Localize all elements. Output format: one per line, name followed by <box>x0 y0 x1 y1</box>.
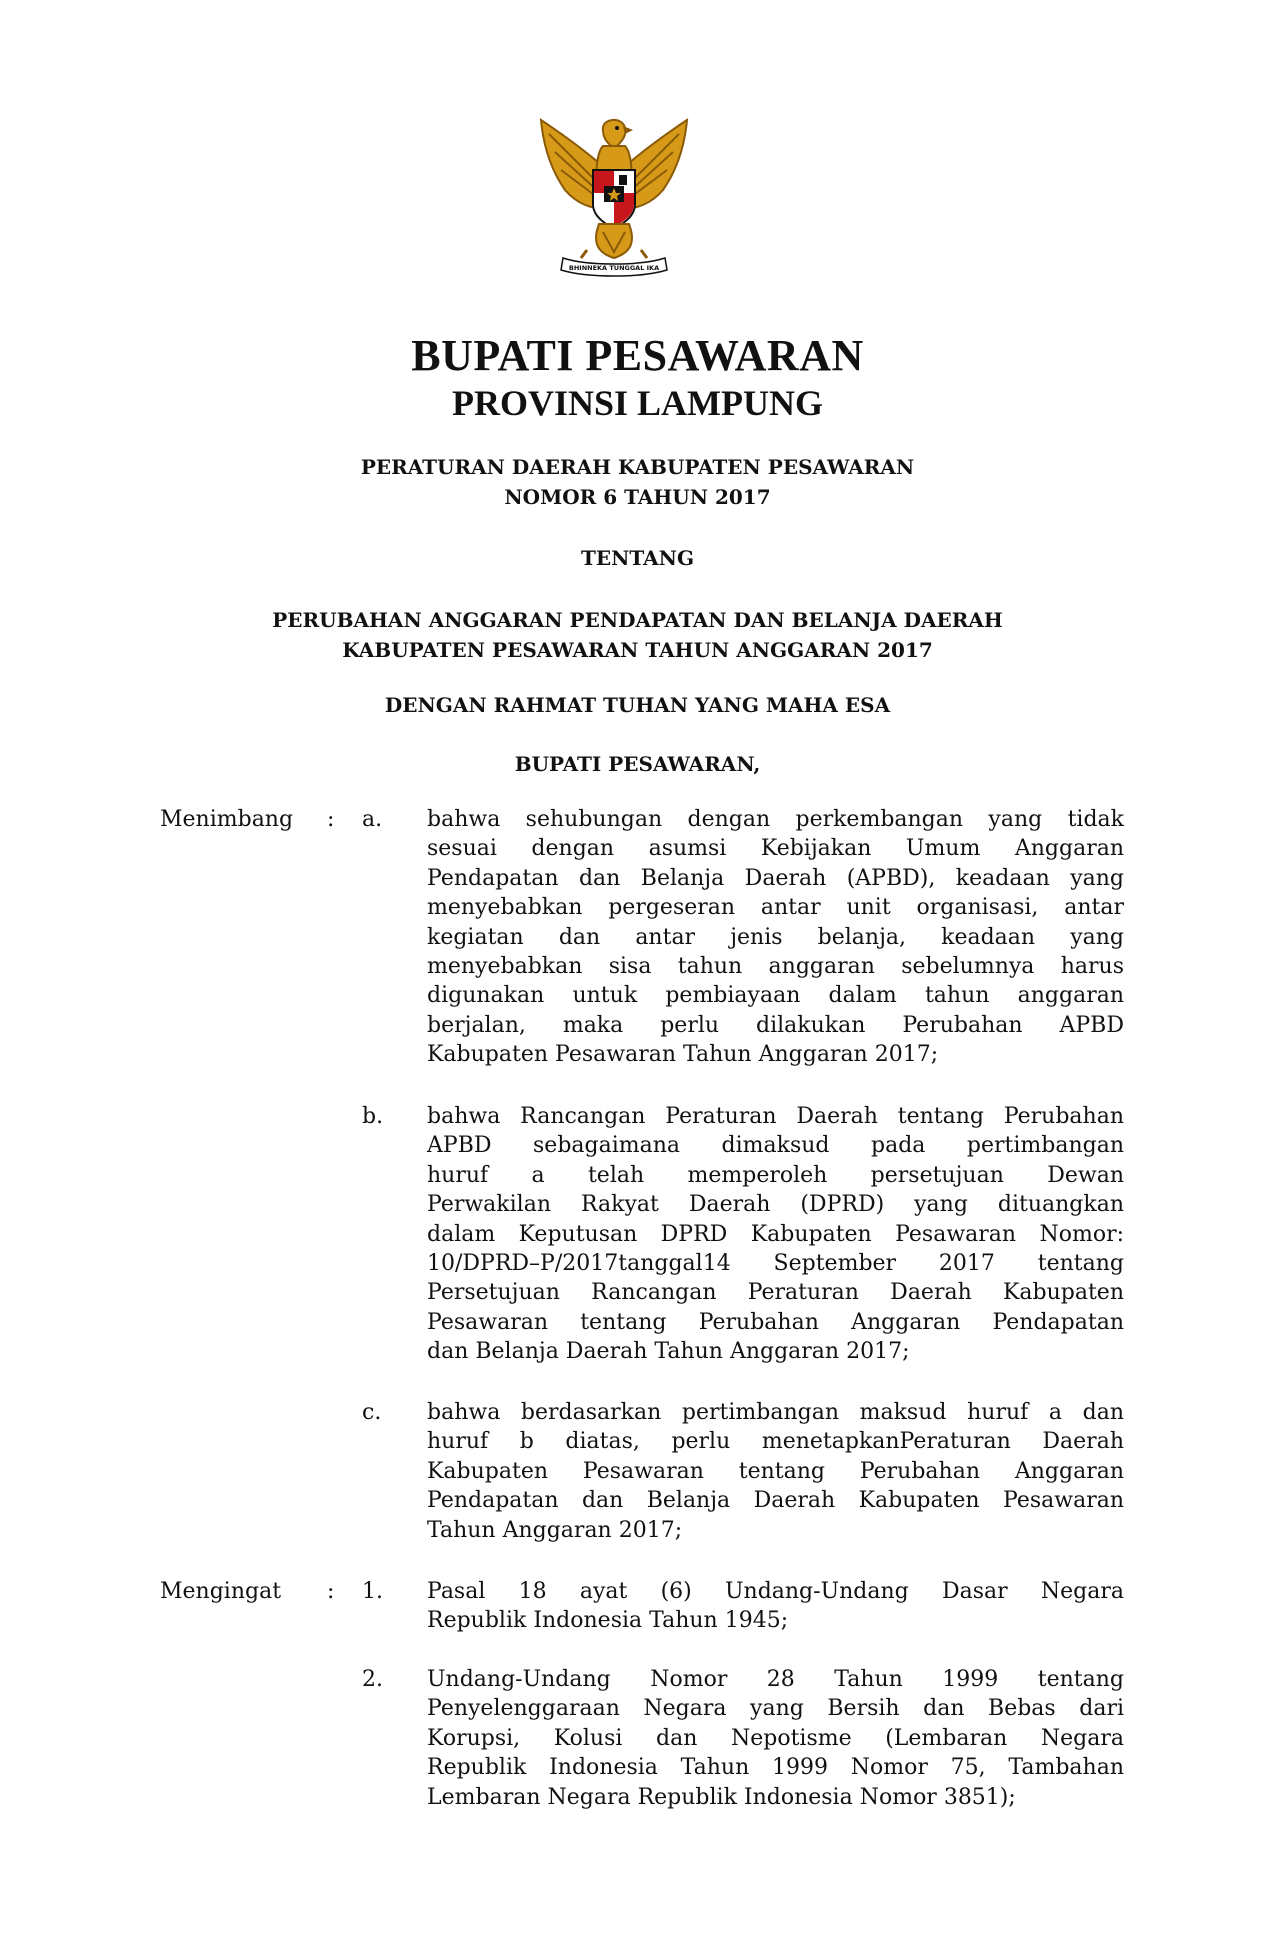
invocation: DENGAN RAHMAT TUHAN YANG MAHA ESA <box>384 693 891 717</box>
text-line: 10/DPRD–P/2017tanggal14 September 2017 tentang <box>427 1251 1124 1277</box>
text-line: Pendapatan dan Belanja Daerah (APBD), keadaan yang <box>427 865 1124 891</box>
mengingat-label: Mengingat <box>160 1579 282 1604</box>
menimbang-item-mark: c. <box>362 1400 382 1425</box>
menimbang-item-mark: b. <box>362 1104 384 1129</box>
text-line: digunakan untuk pembiayaan dalam tahun anggaran <box>427 983 1124 1009</box>
issuer-heading: BUPATI PESAWARAN, <box>514 752 761 776</box>
text-line: menyebabkan pergeseran antar unit organisasi, antar <box>427 895 1124 921</box>
text-line: Korupsi, Kolusi dan Nepotisme (Lembaran Negara <box>427 1725 1124 1751</box>
text-line: Penyelenggaraan Negara yang Bersih dan Bebas dari <box>427 1696 1124 1722</box>
text-line: Perwakilan Rakyat Daerah (DPRD) yang dituangkan <box>427 1192 1124 1218</box>
regulation-name: PERATURAN DAERAH KABUPATEN PESAWARAN <box>360 455 915 479</box>
tentang-heading: TENTANG <box>580 546 695 570</box>
menimbang-label: Menimbang <box>160 807 294 832</box>
text-line: Kabupaten Pesawaran tentang Perubahan Anggaran <box>427 1458 1124 1484</box>
text-line: Republik Indonesia Tahun 1999 Nomor 75, Tambahan <box>427 1755 1124 1781</box>
menimbang-item-a <box>427 805 1124 1070</box>
mengingat-colon: : <box>327 1579 335 1604</box>
text-line: berjalan, maka perlu dilakukan Perubahan APBD <box>427 1012 1124 1038</box>
text-line: Lembaran Negara Republik Indonesia Nomor 3851); <box>427 1784 1016 1810</box>
text-line: Tahun Anggaran 2017; <box>427 1517 683 1543</box>
menimbang-item-mark: a. <box>362 807 383 832</box>
menimbang-item-b <box>427 1102 1124 1367</box>
text-line: bahwa sehubungan dengan perkembangan yang tidak <box>427 807 1124 832</box>
regulation-subject-line: KABUPATEN PESAWARAN TAHUN ANGGARAN 2017 <box>342 638 933 662</box>
text-line: menyebabkan sisa tahun anggaran sebelumnya harus <box>427 954 1124 980</box>
regulation-subject <box>0 605 1275 665</box>
mengingat-item-1 <box>427 1577 1124 1636</box>
text-line: huruf a telah memperoleh persetujuan Dewan <box>427 1162 1124 1188</box>
mengingat-item-mark: 2. <box>362 1667 383 1692</box>
text-line: Undang-Undang Nomor 28 Tahun 1999 tentang <box>427 1667 1124 1692</box>
text-line: bahwa Rancangan Peraturan Daerah tentang Perubahan <box>427 1104 1124 1129</box>
text-line: Pesawaran tentang Perubahan Anggaran Pendapatan <box>427 1309 1124 1335</box>
menimbang-colon: : <box>327 807 335 832</box>
regulation-subject-line: PERUBAHAN ANGGARAN PENDAPATAN DAN BELANJA DAERAH <box>272 608 1003 632</box>
mengingat-item-2 <box>427 1665 1124 1812</box>
text-line: sesuai dengan asumsi Kebijakan Umum Anggaran <box>427 836 1124 862</box>
text-line: dalam Keputusan DPRD Kabupaten Pesawaran Nomor: <box>427 1221 1124 1247</box>
text-line: Persetujuan Rancangan Peraturan Daerah Kabupaten <box>427 1280 1124 1306</box>
text-line: bahwa berdasarkan pertimbangan maksud huruf a dan <box>427 1400 1124 1425</box>
text-line: Pendapatan dan Belanja Daerah Kabupaten Pesawaran <box>427 1488 1124 1514</box>
text-line: Pasal 18 ayat (6) Undang-Undang Dasar Negara <box>427 1579 1124 1604</box>
text-line: Kabupaten Pesawaran Tahun Anggaran 2017; <box>427 1042 939 1068</box>
page-title: BUPATI PESAWARAN <box>411 331 864 380</box>
menimbang-item-c <box>427 1398 1124 1545</box>
text-line: huruf b diatas, perlu menetapkanPeraturan Daerah <box>427 1429 1124 1455</box>
page-subtitle: PROVINSI LAMPUNG <box>451 383 823 423</box>
text-line: APBD sebagaimana dimaksud pada pertimbangan <box>427 1133 1124 1159</box>
text-line: kegiatan dan antar jenis belanja, keadaan yang <box>427 924 1124 950</box>
emblem-motto: BHINNEKA TUNGGAL IKA <box>568 264 660 272</box>
text-line: dan Belanja Daerah Tahun Anggaran 2017; <box>427 1339 910 1365</box>
garuda-emblem-icon <box>537 112 691 282</box>
regulation-number: NOMOR 6 TAHUN 2017 <box>504 485 771 509</box>
text-line: Republik Indonesia Tahun 1945; <box>427 1608 789 1634</box>
mengingat-item-mark: 1. <box>362 1579 383 1604</box>
